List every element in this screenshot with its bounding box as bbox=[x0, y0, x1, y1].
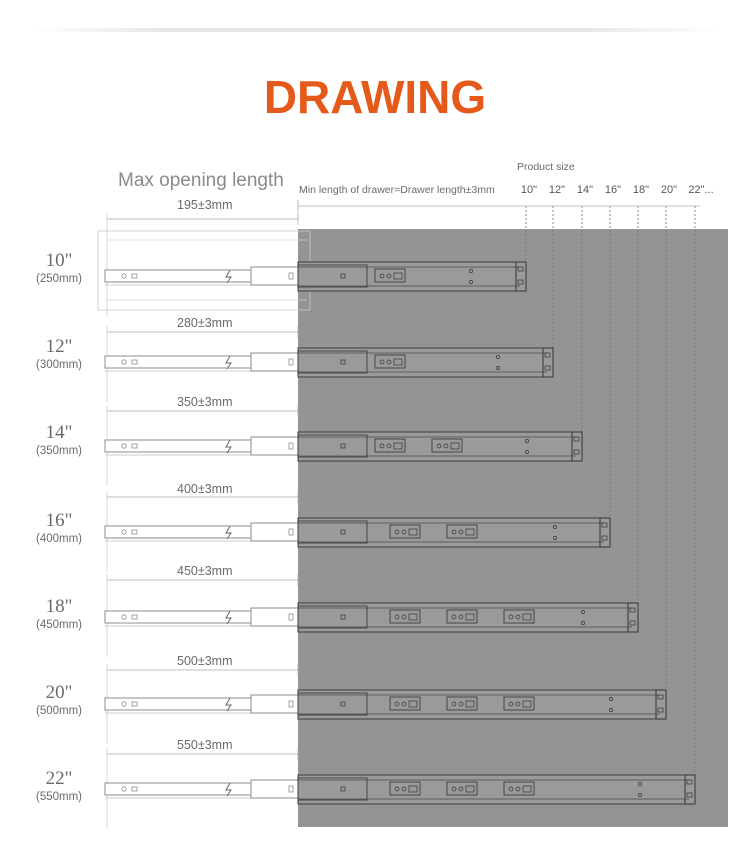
dim-label-16: 400±3mm bbox=[177, 482, 233, 496]
row-inch: 18" bbox=[45, 596, 73, 617]
page-title: DRAWING bbox=[263, 71, 487, 123]
product-size-10: 10" bbox=[520, 184, 538, 196]
min-length-heading: Min length of drawer=Drawer length±3mm bbox=[299, 184, 495, 196]
inner-member bbox=[251, 437, 298, 455]
product-size-12: 12" bbox=[548, 184, 566, 196]
row-inch: 16" bbox=[45, 510, 73, 531]
inner-member bbox=[251, 695, 298, 713]
dim-label-20: 500±3mm bbox=[177, 654, 233, 668]
dim-label-12: 280±3mm bbox=[177, 316, 233, 330]
row-mm: (250mm) bbox=[35, 273, 82, 285]
product-size-22: 22"... bbox=[688, 184, 714, 196]
row-mm: (400mm) bbox=[35, 533, 82, 545]
row-inch: 10" bbox=[45, 250, 73, 271]
product-size-16: 16" bbox=[604, 184, 622, 196]
dim-label-14: 350±3mm bbox=[177, 395, 233, 409]
row-inch: 20" bbox=[45, 682, 73, 703]
max-opening-heading: Max opening length bbox=[118, 170, 284, 191]
product-size-20: 20" bbox=[660, 184, 678, 196]
inner-member bbox=[251, 523, 298, 541]
row-mm: (350mm) bbox=[35, 445, 82, 457]
product-size-14: 14" bbox=[576, 184, 594, 196]
inner-member bbox=[251, 353, 298, 371]
row-mm: (500mm) bbox=[35, 705, 82, 717]
inner-member bbox=[251, 608, 298, 626]
dim-label-10: 195±3mm bbox=[177, 198, 233, 212]
row-inch: 22" bbox=[45, 768, 73, 789]
product-size-18: 18" bbox=[632, 184, 650, 196]
row-inch: 14" bbox=[45, 422, 73, 443]
row-mm: (300mm) bbox=[35, 359, 82, 371]
row-inch: 12" bbox=[45, 336, 73, 357]
dim-label-18: 450±3mm bbox=[177, 564, 233, 578]
dim-label-22: 550±3mm bbox=[177, 738, 233, 752]
row-mm: (450mm) bbox=[35, 619, 82, 631]
inner-member bbox=[251, 780, 298, 798]
product-size-heading: Product size bbox=[517, 161, 575, 173]
inner-member bbox=[251, 267, 298, 285]
row-mm: (550mm) bbox=[35, 791, 82, 803]
